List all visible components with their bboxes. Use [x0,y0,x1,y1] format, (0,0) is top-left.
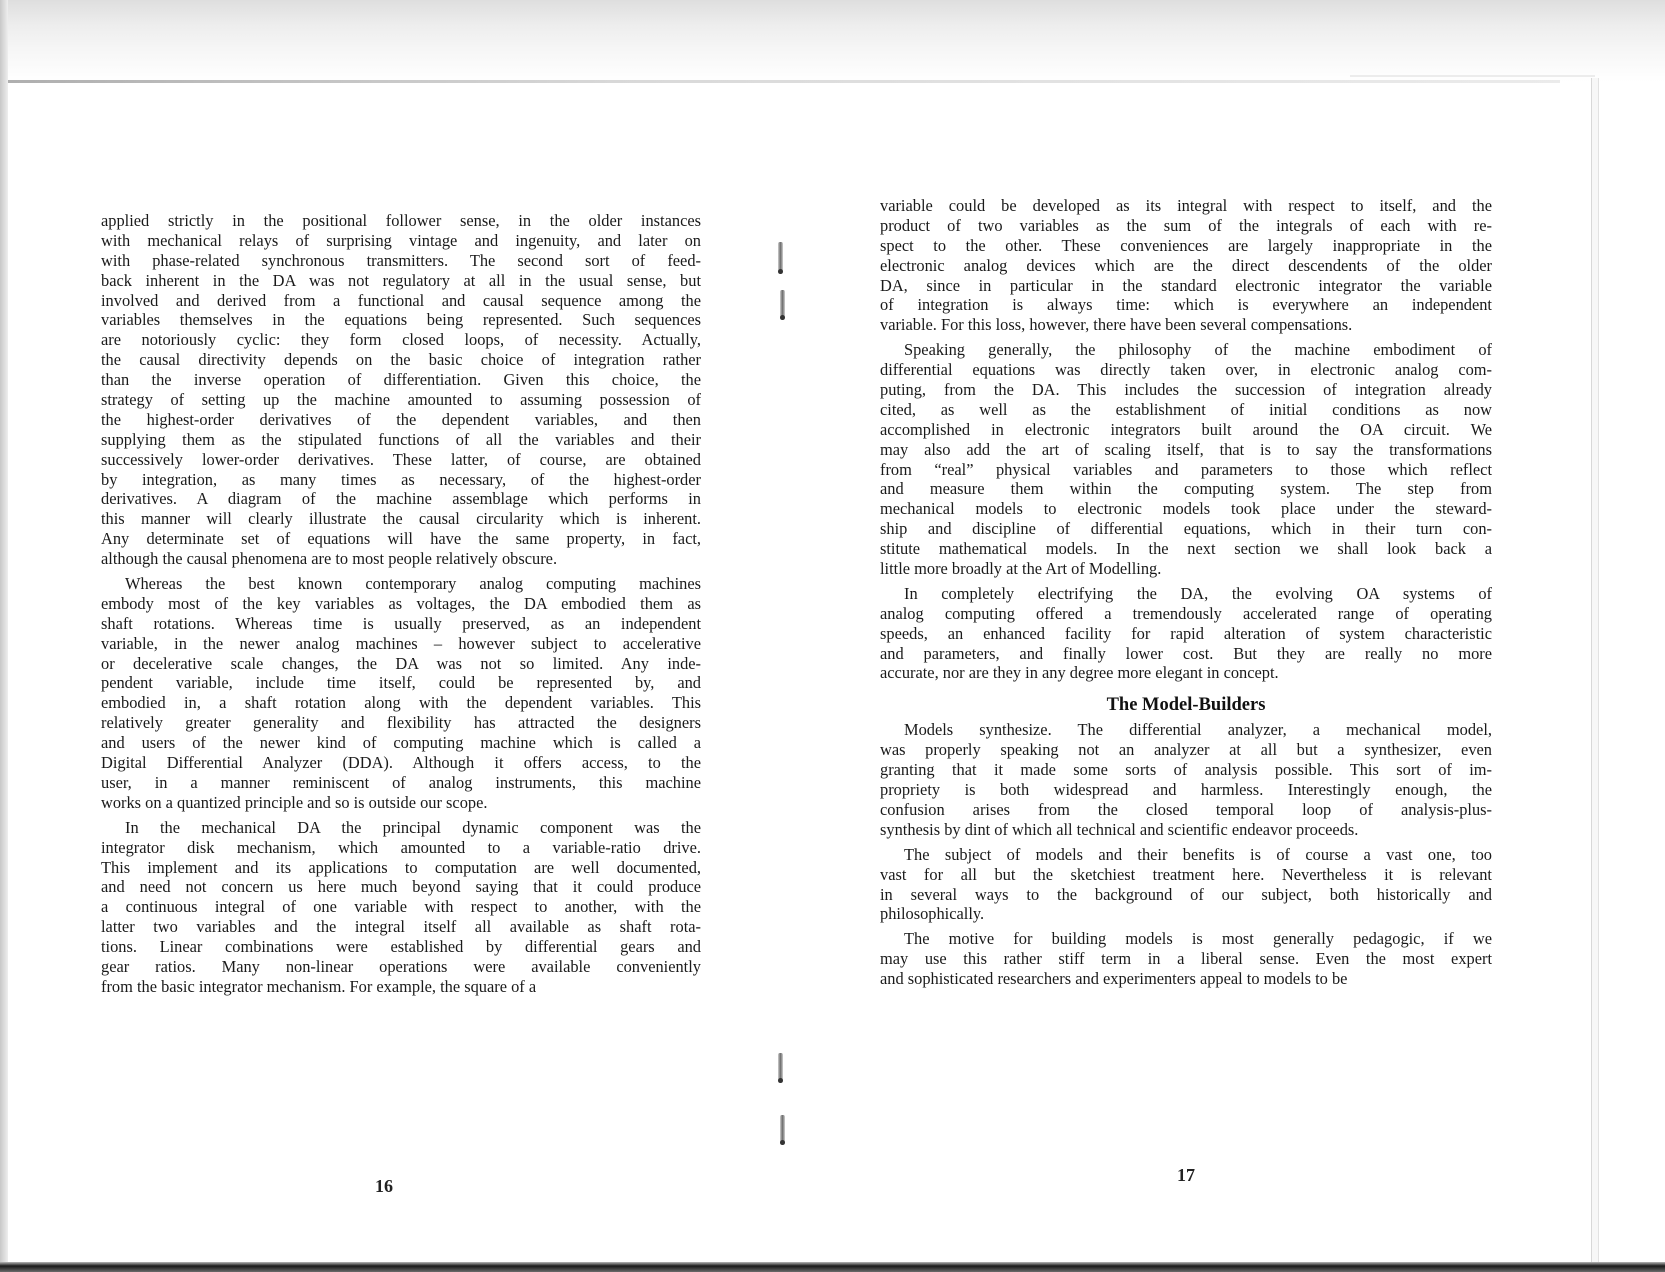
paragraph [880,929,1492,989]
text-line: synthesis by dint of which all technical and scientific endeavor proceeds. [880,819,1359,839]
paragraph [101,211,701,569]
section-heading: The Model-Builders [1106,695,1266,716]
text-line: differential equations was directly taken over, in electronic analog com- [880,360,1492,380]
right-page-text-column [880,196,1492,989]
text-line: than the inverse operation of differentiation. Given this choice, the [101,370,701,390]
text-line: This implement and its applications to computation are well documented, [101,857,701,877]
text-line: The motive for building models is most generally pedagogic, if we [904,929,1492,949]
text-line: vast for all but the sketchiest treatment here. Nevertheless it is relevant [880,864,1492,884]
text-line: and measure them within the computing system. The step from [880,479,1492,499]
text-line: puting, from the DA. This includes the succession of integration already [880,380,1492,400]
text-line: gear ratios. Many non-linear operations were available conveniently [101,956,701,976]
text-line: relatively greater generality and flexibility has attracted the designers [101,713,701,733]
text-line: confusion arises from the closed temporal loop of analysis-plus- [880,799,1492,819]
text-line: the causal directivity depends on the basic choice of integration rather [101,350,701,370]
text-line: embodied in, a shaft rotation along with the dependent variables. This [101,693,701,713]
text-line: of integration is always time: which is everywhere an independent [880,295,1492,315]
page-number-right: 17 [1177,1165,1195,1185]
text-line: a continuous integral of one variable with respect to another, with the [101,897,701,917]
gutter-staple-icon [778,1053,783,1083]
paragraph [101,818,701,997]
text-line: the highest-order derivatives of the dependent variables, and then [101,409,701,429]
text-line: variable, in the newer analog machines – however subject to accelerative [101,633,701,653]
scanner-bottom-edge [0,1262,1665,1272]
text-line: product of two variables as the sum of the integrals of each with re- [880,215,1492,235]
text-line: strategy of setting up the machine amounted to assuming possession of [101,390,701,410]
text-line: DA, since in particular in the standard electronic integrator the variable [880,275,1492,295]
gutter-staple-icon [780,290,785,320]
text-line: accurate, nor are they in any degree more elegant in concept. [880,663,1279,683]
text-line: Any determinate set of equations will have the same property, in fact, [101,529,701,549]
text-line: involved and derived from a functional and causal sequence among the [101,290,701,310]
text-line: Whereas the best known contemporary analog computing machines [125,574,701,594]
text-line: tions. Linear combinations were established by differential gears and [101,937,701,957]
text-line: latter two variables and the integral itself all available as shaft rota- [101,917,701,937]
text-line: Speaking generally, the philosophy of the machine embodiment of [904,340,1492,360]
text-line: and users of the newer kind of computing machine which is called a [101,733,701,753]
text-line: philosophically. [880,904,985,924]
text-line: little more broadly at the Art of Modelling. [880,559,1162,579]
text-line: may use this rather stiff term in a liberal sense. Even the most expert [880,949,1492,969]
text-line: with phase-related synchronous transmitters. The second sort of feed- [101,250,701,270]
text-line: successively lower-order derivatives. These latter, of course, are obtained [101,449,701,469]
gutter-staple-icon [778,242,783,274]
paragraph [101,574,701,813]
text-line: although the causal phenomena are to most people relatively obscure. [101,549,558,569]
text-line: cited, as well as the establishment of initial conditions as now [880,399,1492,419]
text-line: stitute mathematical models. In the next section we shall look back a [880,539,1492,559]
text-line: user, in a manner reminiscent of analog instruments, this machine [101,772,701,792]
text-line: integrator disk mechanism, which amounted to a variable-ratio drive. [101,837,701,857]
paragraph [880,196,1492,335]
text-line: electronic analog devices which are the direct descendents of the older [880,255,1492,275]
text-line: are notoriously cyclic: they form closed loops, of necessity. Actually, [101,330,701,350]
text-line: mechanical models to electronic models took place under the steward- [880,499,1492,519]
text-line: back inherent in the DA was not regulatory at all in the usual sense, but [101,270,701,290]
text-line: derivatives. A diagram of the machine assemblage which performs in [101,489,701,509]
text-line: with mechanical relays of surprising vintage and ingenuity, and later on [101,230,701,250]
text-line: The subject of models and their benefits is of course a vast one, too [904,844,1492,864]
text-line: embody most of the key variables as voltages, the DA embodied them as [101,593,701,613]
text-line: variable. For this loss, however, there have been several compensations. [880,315,1353,335]
paragraph [880,340,1492,579]
text-line: speeds, an enhanced facility for rapid alteration of system characteristic [880,623,1492,643]
text-line: and parameters, and finally lower cost. But they are really no more [880,643,1492,663]
left-binding-edge [0,0,8,1272]
text-line: works on a quantized principle and so is outside our scope. [101,792,488,812]
text-line: applied strictly in the positional follower sense, in the older instances [101,211,701,230]
text-line: accomplished in electronic integrators built around the OA circuit. We [880,419,1492,439]
text-line: granting that it made some sorts of analysis possible. This sort of im- [880,760,1492,780]
page-top-edge [0,80,1560,83]
text-line: in several ways to the background of our subject, both historically and [880,884,1492,904]
text-line: ship and discipline of differential equations, which in their turn con- [880,519,1492,539]
text-line: variable could be developed as its integral with respect to itself, and the [880,196,1492,215]
text-line: this manner will clearly illustrate the causal circularity which is inherent. [101,509,701,529]
gutter-staple-icon [780,1115,785,1145]
paragraph [880,845,1492,925]
text-line: variables themselves in the equations being represented. Such sequences [101,310,701,330]
text-line: Digital Differential Analyzer (DDA). Although it offers access, to the [101,753,701,773]
paragraph [880,720,1492,839]
text-line: spect to the other. These conveniences are largely inappropriate in the [880,235,1492,255]
text-line: pendent variable, include time itself, could be represented by, and [101,673,701,693]
right-page-top-edge [1350,75,1595,77]
text-line: propriety is both widespread and harmless. Interestingly enough, the [880,780,1492,800]
text-line: shaft rotations. Whereas time is usually preserved, as an independent [101,613,701,633]
text-line: by integration, as many times as necessary, of the highest-order [101,469,701,489]
paragraph [880,584,1492,683]
text-line: was properly speaking not an analyzer at all but a synthesizer, even [880,740,1492,760]
text-line: Models synthesize. The differential analyzer, a mechanical model, [904,720,1492,740]
text-line: analog computing offered a tremendously accelerated range of operating [880,603,1492,623]
text-line: and need not concern us here much beyond saying that it could produce [101,877,701,897]
left-page-text-column [101,211,701,997]
right-page-stack-edge [1591,78,1599,1263]
text-line: In completely electrifying the DA, the evolving OA systems of [904,583,1492,603]
text-line: may also add the art of scaling itself, that is to say the transformations [880,439,1492,459]
page-number-left: 16 [375,1176,393,1196]
text-line: or decelerative scale changes, the DA was not so limited. Any inde- [101,653,701,673]
text-line: and sophisticated researchers and experimenters appeal to models to be [880,969,1348,989]
text-line: supplying them as the stipulated functions of all the variables and their [101,429,701,449]
text-line: In the mechanical DA the principal dynamic component was the [125,817,701,837]
scanner-top-shadow [0,0,1665,82]
text-line: from the basic integrator mechanism. For example, the square of a [101,976,537,996]
text-line: from “real” physical variables and parameters to those which reflect [880,459,1492,479]
